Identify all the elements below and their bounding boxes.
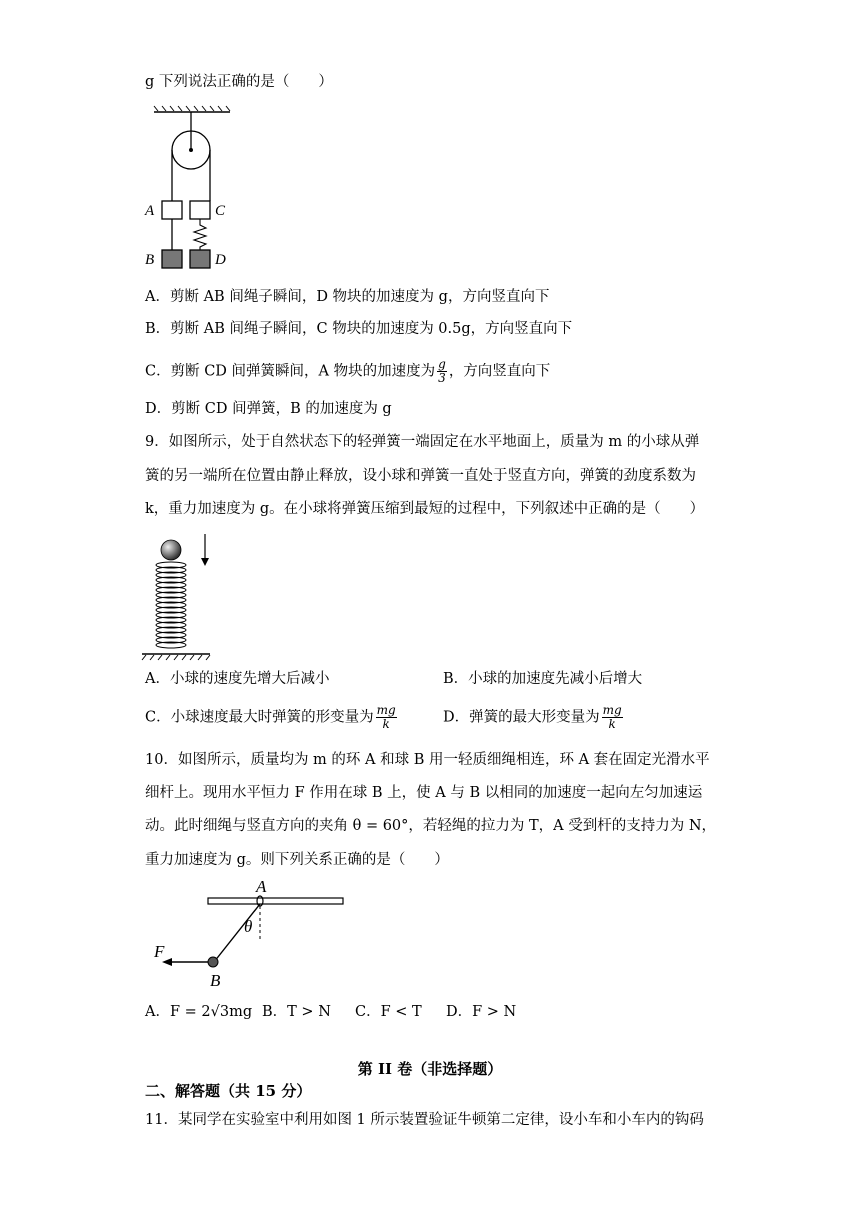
- label-force-F: F: [154, 942, 165, 961]
- q8-option-a: A．剪断 AB 间绳子瞬间，D 物块的加速度为 g，方向竖直向下: [145, 289, 550, 305]
- q10-option-b: B．T > N: [262, 1004, 331, 1020]
- q9-option-b: B．小球的加速度先减小后增大: [443, 671, 643, 687]
- q9-option-c: C．小球速度最大时弹簧的形变量为 $\frac{mg}{k}$: [145, 703, 396, 731]
- q9-option-d: D．弹簧的最大形变量为 $\frac{mg}{k}$: [443, 703, 622, 731]
- q9-stem-line-1: 9．如图所示，处于自然状态下的轻弹簧一端固定在水平地面上，质量为 m 的小球从弹: [145, 434, 700, 450]
- q11-stem: 11．某同学在实验室中利用如图 1 所示装置验证牛顿第二定律，设小车和小车内的钩码: [145, 1112, 704, 1128]
- label-ball-B: B: [210, 971, 221, 990]
- q10-ring-ball-figure: [150, 874, 350, 990]
- part2-title: 第 II 卷（非选择题）: [357, 1060, 503, 1078]
- q8-option-c: [145, 358, 550, 385]
- q9-option-c-fraction: $\frac{mg}{k}$: [376, 703, 396, 731]
- q9-option-d-fraction: $\frac{mg}{k}$: [602, 703, 622, 731]
- label-ring-A: A: [256, 877, 267, 896]
- section-heading: 二、解答题（共 15 分）: [145, 1082, 312, 1100]
- q9-spring-figure: [140, 532, 220, 662]
- label-A: A: [145, 203, 155, 219]
- q10-option-a: A．F = 2√3mg: [145, 1004, 253, 1020]
- q8-option-b: B．剪断 AB 间绳子瞬间，C 物块的加速度为 0.5g，方向竖直向下: [145, 321, 573, 337]
- label-theta: θ: [244, 917, 253, 936]
- q10-option-c: C．F < T: [355, 1004, 422, 1020]
- q10-stem-line-4: 重力加速度为 g。则下列关系正确的是（ ）: [145, 852, 449, 868]
- q10-stem-line-2: 细杆上。现用水平恒力 F 作用在球 B 上，使 A 与 B 以相同的加速度一起向左匀加速运: [145, 785, 703, 801]
- label-C: C: [215, 203, 226, 219]
- q8-option-c-text: C．剪断 CD 间弹簧瞬间，A 物块的加速度为: [145, 363, 436, 380]
- q10-stem-line-1: 10．如图所示，质量均为 m 的环 A 和球 B 用一轻质细绳相连，环 A 套在固定光滑水平: [145, 752, 710, 768]
- q8-option-c-tail: ，方向竖直向下: [448, 363, 551, 380]
- q10-option-d: D．F > N: [446, 1004, 517, 1020]
- label-D: D: [215, 252, 226, 268]
- q8-option-c-fraction: $\frac{g}{3}$: [438, 357, 446, 385]
- q9-stem-line-2: 簧的另一端所在位置由静止释放，设小球和弹簧一直处于竖直方向，弹簧的劲度系数为: [145, 468, 696, 484]
- q9-option-a: A．小球的速度先增大后减小: [145, 671, 330, 687]
- q8-pulley-figure: [140, 104, 240, 274]
- q10-stem-line-3: 动。此时细绳与竖直方向的夹角 θ = 60°，若轻绳的拉力为 T，A 受到杆的支持力为 N，: [145, 818, 717, 834]
- q8-stem-tail: g 下列说法正确的是（ ）: [145, 74, 333, 90]
- q8-option-d: D．剪断 CD 间弹簧，B 的加速度为 g: [145, 401, 392, 417]
- q9-stem-line-3: k，重力加速度为 g。在小球将弹簧压缩到最短的过程中，下列叙述中正确的是（ ）: [145, 501, 705, 517]
- label-B: B: [145, 252, 155, 268]
